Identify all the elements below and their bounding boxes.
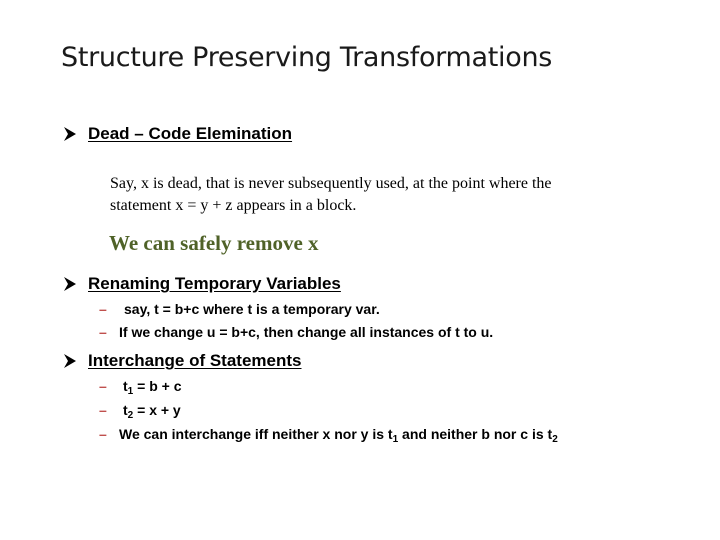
renaming-item-2 [99,324,493,340]
dead-code-heading: Dead – Code Elemination [88,124,293,143]
renaming-item-1 [99,301,380,317]
arrow-bullet-icon [62,126,84,142]
interchange-item-3 [99,426,558,445]
slide-title: Structure Preserving Transformations [61,42,553,73]
renaming-heading: Renaming Temporary Variables [88,274,341,293]
arrow-bullet-icon [62,276,84,292]
interchange-heading: Interchange of Statements [88,351,302,370]
bullet-renaming [62,274,341,294]
dash-icon: – [99,426,107,442]
dash-icon: – [99,378,107,394]
arrow-bullet-icon [62,353,84,369]
dash-icon: – [99,324,107,340]
interchange-item-text: We can interchange iff neither x nor y is $t_1$ and neither b nor c is $t_2$ [119,426,558,445]
dash-icon: – [99,301,107,317]
dead-code-line-2: statement x = y + z appears in a block. [110,197,357,214]
dead-code-line-1: Say, x is dead, that is never subsequently used, at the point where the [110,175,552,192]
dead-code-description [110,173,552,217]
bullet-interchange [62,351,302,371]
interchange-item-2 [99,402,181,421]
interchange-item-text: $t_1 = b + c$ [123,378,182,397]
bullet-dead-code [62,124,292,144]
interchange-item-1 [99,378,182,397]
renaming-item-text: say, t = b+c where t is a temporary var. [124,301,380,317]
dash-icon: – [99,402,107,418]
interchange-item-text: $t_2 = x + y$ [123,402,181,421]
renaming-item-text: If we change u = b+c, then change all instances of t to u. [119,324,494,340]
dead-code-highlight: We can safely remove x [109,231,319,255]
